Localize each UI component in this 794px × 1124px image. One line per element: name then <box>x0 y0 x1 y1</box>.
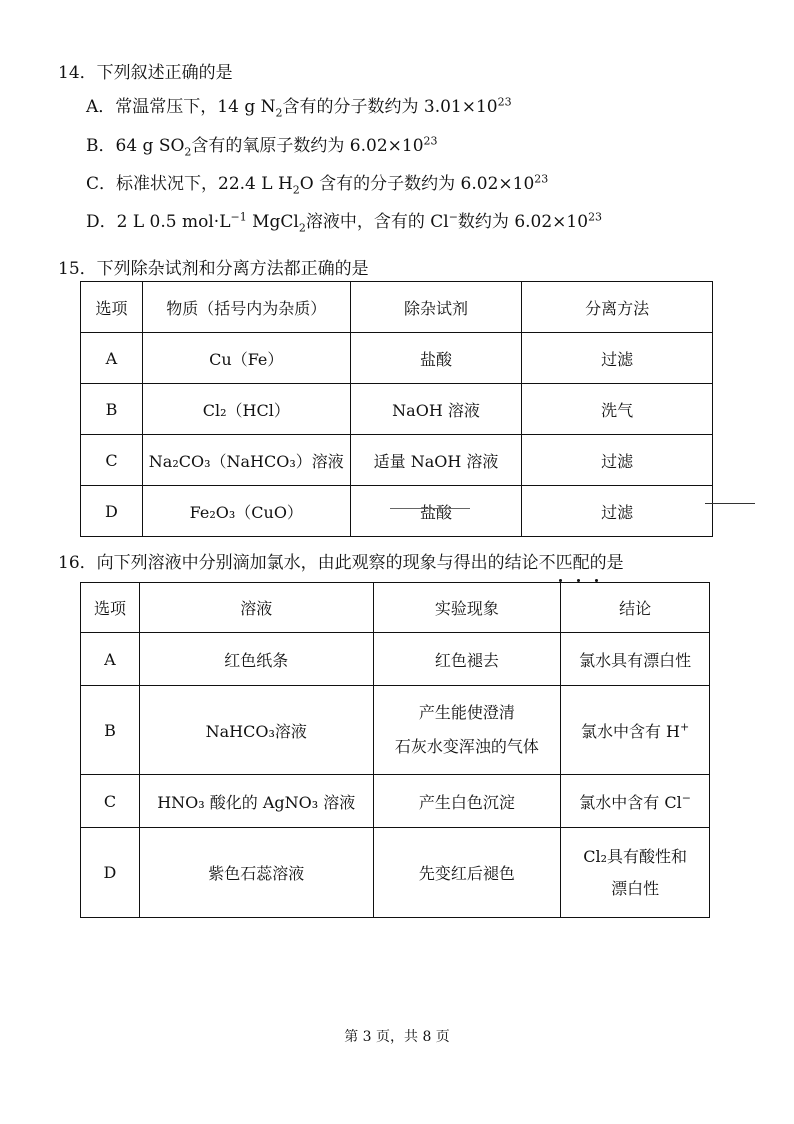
table-header-row <box>81 282 713 333</box>
q15-table <box>80 281 713 537</box>
cell-option: B <box>81 384 143 435</box>
header-solution: 溶液 <box>139 583 373 633</box>
header-substance: 物质（括号内为杂质） <box>142 282 350 333</box>
q16-stem: 16．向下列溶液中分别滴加氯水，由此观察的现象与得出的结论不匹配 的是 <box>58 548 624 573</box>
q14-option-c: C．标准状况下，22.4 L $H_2O$ 含有的分子数约为 $6.02\times 10^{23}$ <box>86 172 549 197</box>
phenomenon-line: 石灰水变浑浊的气体 <box>394 737 539 756</box>
cell-option: A <box>81 333 143 384</box>
table-row <box>81 384 713 435</box>
q14-option-b: B．64 g $SO_2$含有的氧原子数约为 $6.02\times 10^{23}$ <box>86 134 438 159</box>
header-option: 选项 <box>81 282 143 333</box>
table-header-row <box>81 583 710 633</box>
cell-phenomenon <box>373 686 561 775</box>
stray-line <box>390 508 470 509</box>
stray-line <box>705 503 755 504</box>
cell-solution: HNO₃ 酸化的 AgNO₃ 溶液 <box>139 775 373 828</box>
cell-solution: 红色纸条 <box>139 633 373 686</box>
cell-option: B <box>81 686 140 775</box>
conclusion-line: 漂白性 <box>611 878 660 898</box>
emphasis-text: 不匹配 <box>539 548 590 573</box>
cell-option: D <box>81 486 143 537</box>
cell-reagent: NaOH 溶液 <box>350 384 522 435</box>
header-option: 选项 <box>81 583 140 633</box>
table-row <box>81 828 710 918</box>
table-row <box>81 333 713 384</box>
header-phenomenon: 实验现象 <box>373 583 561 633</box>
table-row <box>81 486 713 537</box>
phenomenon-line: 产生能使澄清 <box>418 703 515 722</box>
cell-option: C <box>81 435 143 486</box>
cell-reagent: 盐酸 <box>350 486 522 537</box>
cell-solution: NaHCO₃溶液 <box>139 686 373 775</box>
cell-conclusion: 氯水中含有 H+ <box>561 686 710 775</box>
q15-stem: 15．下列除杂试剂和分离方法都正确的是 <box>58 259 369 279</box>
cell-substance: Cl₂（HCl） <box>142 384 350 435</box>
q14-stem: 14．下列叙述正确的是 <box>58 63 233 83</box>
q14-option-d: D．2 L 0.5 $mol\cdot L^{-1}$ MgCl$_2$溶液中，含有的 Cl−数约为 $6.02\times 10^{23}$ <box>86 210 603 235</box>
table-row <box>81 633 710 686</box>
cell-substance: Fe₂O₃（CuO） <box>142 486 350 537</box>
header-conclusion: 结论 <box>561 583 710 633</box>
cell-phenomenon: 红色褪去 <box>373 633 561 686</box>
conclusion-line: Cl₂具有酸性和 <box>583 846 687 866</box>
cell-conclusion: 氯水具有漂白性 <box>561 633 710 686</box>
cell-method: 过滤 <box>522 435 713 486</box>
header-reagent: 除杂试剂 <box>350 282 522 333</box>
cell-solution: 紫色石蕊溶液 <box>139 828 373 918</box>
cell-substance: Na₂CO₃（NaHCO₃）溶液 <box>142 435 350 486</box>
table-row <box>81 686 710 775</box>
q16-table <box>80 582 710 918</box>
cell-option: A <box>81 633 140 686</box>
cell-reagent: 盐酸 <box>350 333 522 384</box>
cell-conclusion: 氯水中含有 Cl− <box>561 775 710 828</box>
cell-reagent: 适量 NaOH 溶液 <box>350 435 522 486</box>
table-row <box>81 775 710 828</box>
table-row <box>81 435 713 486</box>
cell-option: C <box>81 775 140 828</box>
cell-substance: Cu（Fe） <box>142 333 350 384</box>
cell-method: 过滤 <box>522 486 713 537</box>
cell-conclusion <box>561 828 710 918</box>
cell-phenomenon: 先变红后褪色 <box>373 828 561 918</box>
q14-option-a: A．常温常压下，14 g $N_2$含有的分子数约为 $3.01\times 10^{23}$ <box>86 95 512 120</box>
page-number: 第 3 页，共 8 页 <box>344 1029 450 1045</box>
cell-option: D <box>81 828 140 918</box>
cell-method: 洗气 <box>522 384 713 435</box>
cell-method: 过滤 <box>522 333 713 384</box>
cell-phenomenon: 产生白色沉淀 <box>373 775 561 828</box>
header-method: 分离方法 <box>522 282 713 333</box>
